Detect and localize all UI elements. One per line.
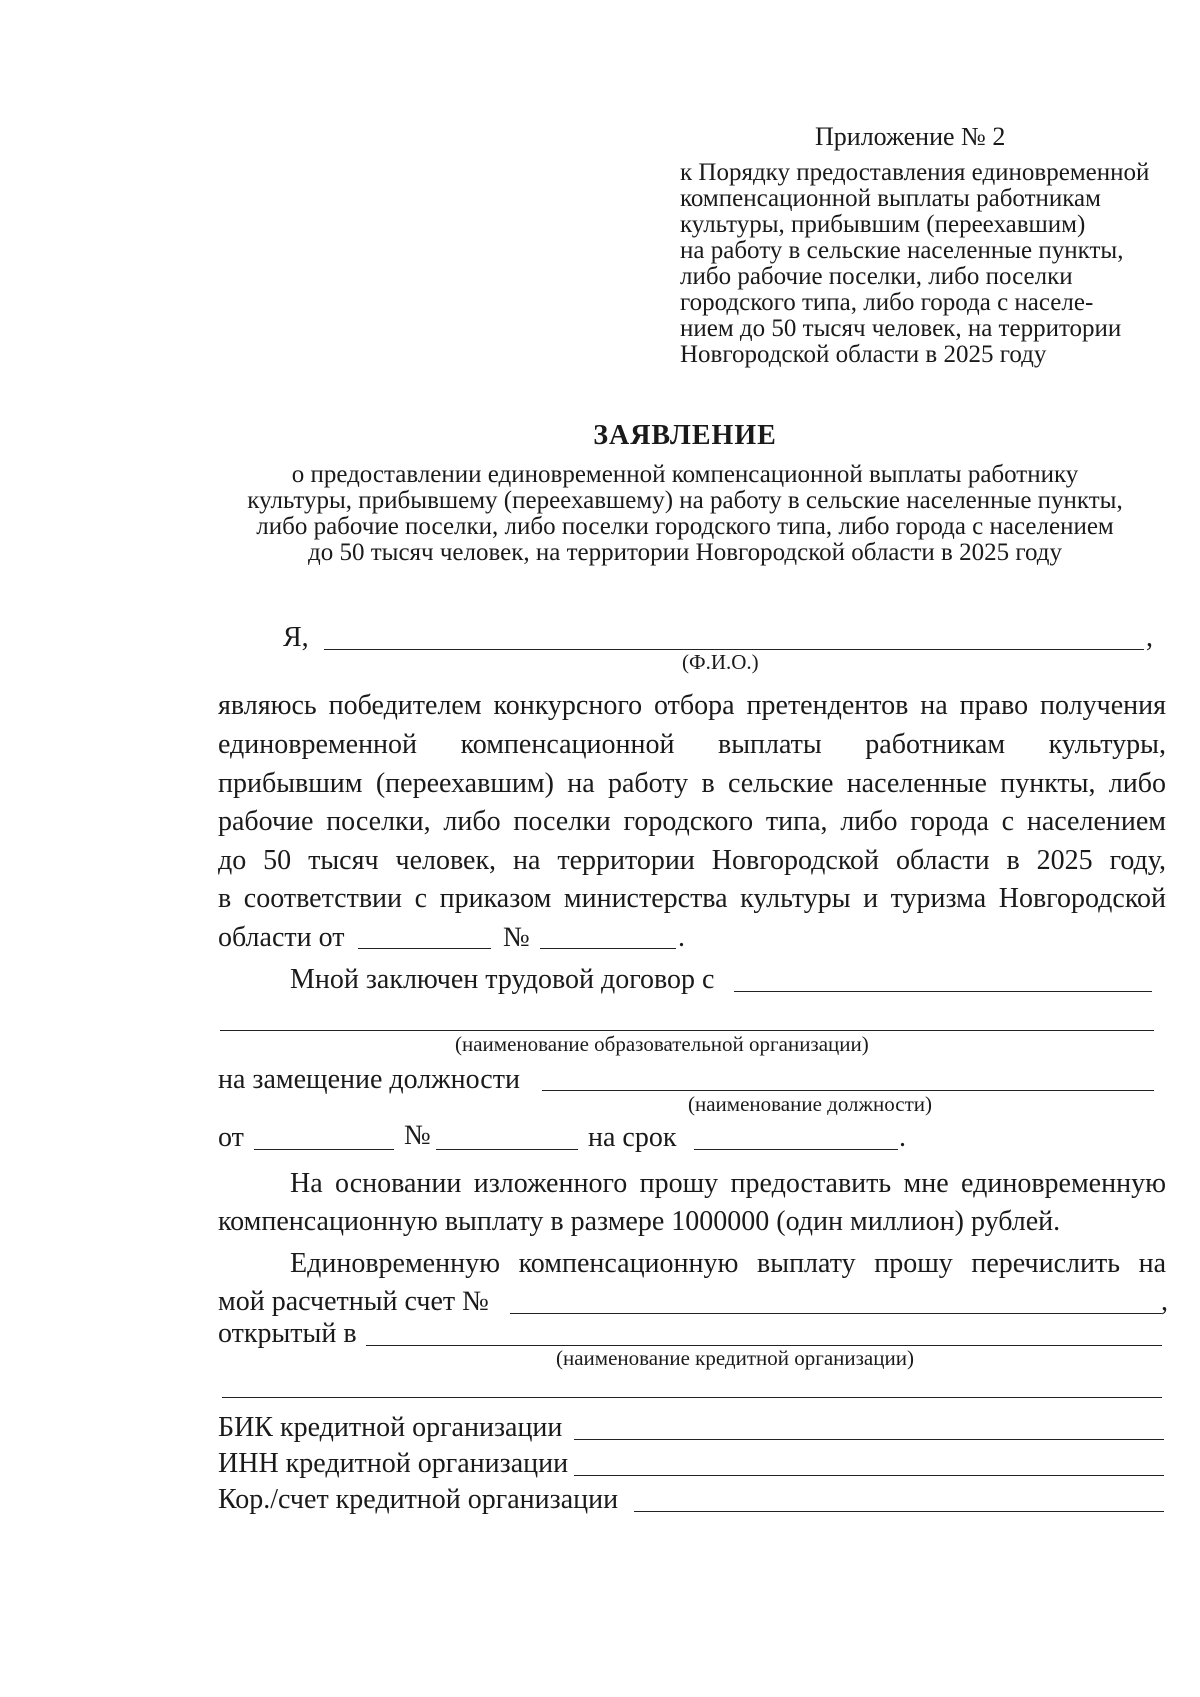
request-line: На основании изложенного прошу предоставить мне единовременную bbox=[290, 1168, 1166, 1199]
order-end: . bbox=[678, 922, 685, 953]
body-line: до 50 тысяч человек, на территории Новгородской области в 2025 году, bbox=[218, 845, 1166, 876]
appendix-line: на работу в сельские населенные пункты, bbox=[680, 237, 1124, 264]
contract-text: Мной заключен трудовой договор с bbox=[290, 964, 715, 995]
inn-label: ИНН кредитной организации bbox=[218, 1448, 569, 1479]
bik-field[interactable] bbox=[574, 1439, 1164, 1440]
body-line: единовременной компенсационной выплаты работникам культуры, bbox=[218, 729, 1166, 760]
order-prefix: области от bbox=[218, 922, 345, 953]
order-number-sign: № bbox=[503, 922, 530, 953]
order-number-field[interactable] bbox=[540, 948, 676, 949]
bank-caption: (наименование кредитной организации) bbox=[556, 1346, 914, 1370]
inn-field[interactable] bbox=[574, 1475, 1164, 1476]
appendix-line: нием до 50 тысяч человек, на территории bbox=[680, 315, 1122, 342]
transfer-line: Единовременную компенсационную выплату прошу перечислить на bbox=[290, 1248, 1166, 1279]
body-line: прибывшим (переехавшим) на работу в сельские населенные пункты, либо bbox=[218, 768, 1166, 799]
position-text: на замещение должности bbox=[218, 1064, 520, 1095]
appendix-line: компенсационной выплаты работникам bbox=[680, 185, 1101, 212]
contract-date-field[interactable] bbox=[254, 1149, 394, 1150]
contract-number-field[interactable] bbox=[436, 1149, 578, 1150]
account-suffix: , bbox=[1161, 1286, 1168, 1317]
contract-end: . bbox=[899, 1122, 906, 1153]
kor-field[interactable] bbox=[634, 1511, 1164, 1512]
body-line: рабочие поселки, либо поселки городского типа, либо города с населением bbox=[218, 806, 1166, 837]
kor-label: Кор./счет кредитной организации bbox=[218, 1484, 619, 1515]
appendix-line: городского типа, либо города с населе- bbox=[680, 289, 1094, 316]
contract-org-field-line2[interactable] bbox=[220, 1030, 1154, 1031]
appendix-line: либо рабочие поселки, либо поселки bbox=[680, 263, 1073, 290]
body-line: в соответствии с приказом министерства культуры и туризма Новгородской bbox=[218, 883, 1166, 914]
contract-term-label: на срок bbox=[588, 1122, 677, 1153]
appendix-line: культуры, прибывшим (переехавшим) bbox=[680, 211, 1086, 238]
contract-from-label: от bbox=[218, 1122, 244, 1153]
bank-name-field-line2[interactable] bbox=[222, 1397, 1162, 1398]
appendix-line: Новгородской области в 2025 году bbox=[680, 341, 1047, 368]
appendix-label: Приложение № 2 bbox=[815, 122, 1006, 151]
body-line: являюсь победителем конкурсного отбора претендентов на право получения bbox=[218, 690, 1166, 721]
org-caption: (наименование образовательной организации) bbox=[455, 1032, 869, 1056]
subtitle-line: до 50 тысяч человек, на территории Новгородской области в 2025 году bbox=[308, 539, 1062, 566]
applicant-prefix: Я, bbox=[283, 622, 309, 653]
applicant-caption: (Ф.И.О.) bbox=[682, 650, 759, 674]
position-field[interactable] bbox=[542, 1090, 1154, 1091]
account-text: мой расчетный счет № bbox=[218, 1286, 489, 1317]
contract-number-sign: № bbox=[404, 1120, 431, 1151]
opened-text: открытый в bbox=[218, 1318, 357, 1349]
subtitle-line: о предоставлении единовременной компенсационной выплаты работнику bbox=[291, 461, 1079, 488]
order-date-field[interactable] bbox=[358, 948, 491, 949]
bik-label: БИК кредитной организации bbox=[218, 1412, 563, 1443]
contract-term-field[interactable] bbox=[694, 1149, 898, 1150]
position-caption: (наименование должности) bbox=[688, 1092, 933, 1116]
appendix-line: к Порядку предоставления единовременной bbox=[680, 159, 1150, 186]
account-number-field[interactable] bbox=[510, 1313, 1162, 1314]
subtitle-line: либо рабочие поселки, либо поселки городского типа, либо города с населением bbox=[256, 513, 1114, 540]
applicant-suffix: , bbox=[1146, 622, 1153, 653]
contract-org-field[interactable] bbox=[734, 991, 1152, 992]
subtitle-line: культуры, прибывшему (переехавшему) на работу в сельские населенные пункты, bbox=[247, 487, 1123, 514]
document-title: ЗАЯВЛЕНИЕ bbox=[593, 420, 777, 451]
request-line: компенсационную выплату в размере 1000000 (один миллион) рублей. bbox=[218, 1206, 1061, 1237]
